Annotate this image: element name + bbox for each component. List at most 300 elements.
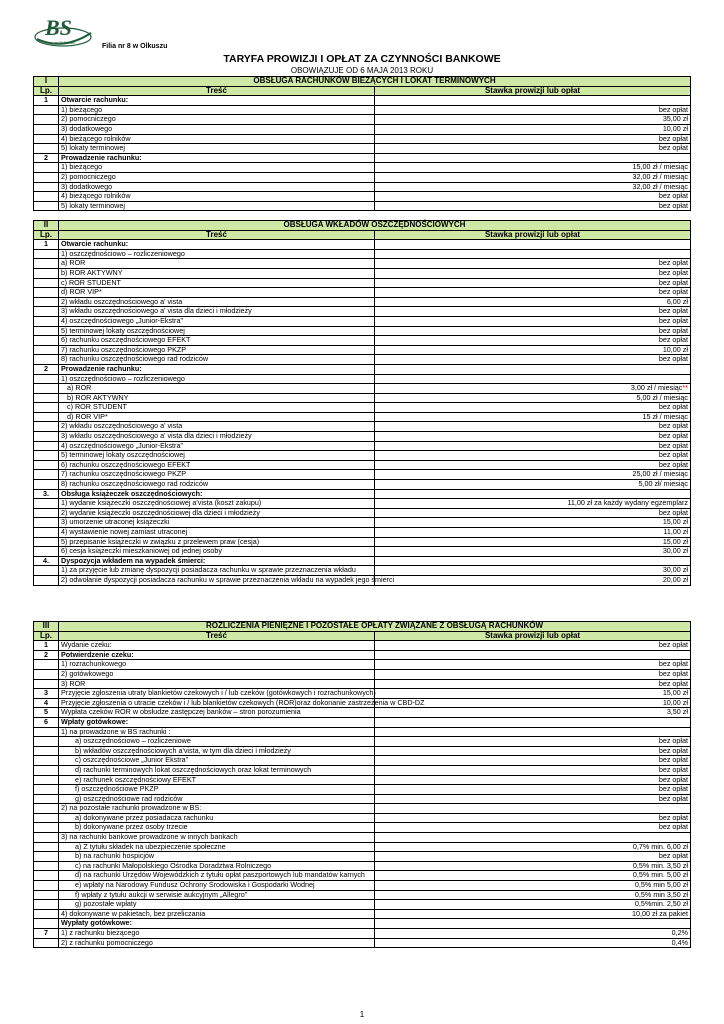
row-fee-text: bez opłat [658,507,688,517]
row-fee [375,240,691,250]
row-fee-text: bez opłat [658,450,688,460]
row-fee-text: 10,00 zł za pakiet [632,908,688,918]
row-content-text: 1) z rachunku bieżącego [61,928,140,937]
row-lp [34,259,59,269]
row-fee-text: bez opłat [658,812,688,822]
row-lp [34,881,59,891]
row-content-text: 8) rachunku oszczędnościowego rad rodziców [61,354,209,364]
table-row [34,201,691,211]
row-fee-text: 25,00 zł / miesiąc [632,469,688,479]
row-lp [34,163,59,173]
row-content-text: e) rachunek oszczędnościowy EFEKT [75,774,197,784]
row-lp [34,201,59,211]
row-fee-text: bez opłat [658,764,688,774]
table-row [34,660,691,670]
row-fee [375,528,691,538]
row-content [59,833,375,843]
col-header-lp: Lp. [34,631,59,641]
row-content [59,574,395,585]
row-content-text: Obsługa książeczek oszczędnościowych: [61,488,203,498]
row-lp [34,105,59,115]
row-content-text: 5) terminowej lokaty oszczędnościowej [61,325,185,335]
row-lp [34,537,59,547]
row-content [59,96,375,106]
row-fee-text: 35,00 zł [662,114,688,124]
row-lp [34,833,59,843]
row-fee-text: bez opłat [658,640,688,650]
row-lp [34,804,59,814]
row-fee-text: bez opłat [658,822,688,832]
row-content-text: d) rachunki terminowych lokat oszczędnościowych oraz lokat terminowych [75,764,312,774]
row-content-text: f) oszczędnościowe PKZP [75,784,159,794]
row-lp [34,441,59,451]
row-lp: 5 [34,708,59,718]
row-content-text: Otwarcie rachunku: [61,95,129,105]
row-fee [375,105,691,115]
row-fee [375,278,691,288]
row-fee-text: 3,50 zł [666,707,688,717]
table-row [34,393,691,403]
row-fee [375,650,691,660]
row-lp [34,566,59,576]
table-row [34,403,691,413]
row-fee [375,115,691,125]
row-content-text: c) oszczędnościowe „Junior Ekstra” [75,755,189,765]
table-row [34,96,691,106]
table-row [34,163,691,173]
row-content [59,852,375,862]
row-content [59,669,375,679]
row-lp [34,871,59,881]
row-content-text: 1) bieżącego [61,162,103,172]
row-lp [34,297,59,307]
row-content-text: 5) przepisanie książeczki w związku z przelewem praw (cesja) [61,536,260,546]
row-content-text: 1) bieżącego [61,104,103,114]
row-content-text: 2) pomocniczego [61,171,116,181]
row-fee [375,355,691,365]
table-row [34,182,691,192]
row-lp [34,355,59,365]
row-fee [375,737,691,747]
row-fee-text: 15,00 zł [662,536,688,546]
row-content [59,374,375,384]
row-lp: 2 [34,364,59,374]
row-content-text: Przyjęcie zgłoszenia utraty blankietów czekowych i / lub czeków (gotówkowych i rozrachunkowych) [61,688,376,698]
row-fee [375,144,691,154]
table-row [34,278,691,288]
row-content-text: a) dokonywane przez posiadacza rachunku [75,812,214,822]
row-content-text: 2) pomocniczego [61,114,116,124]
row-fee [375,929,691,939]
row-fee-text: 0,4% [671,937,688,947]
row-fee-text: 15,00 zł [662,517,688,527]
table-row [34,268,691,278]
table-row [34,384,691,394]
row-lp: 6 [34,717,59,727]
row-fee-text: bez opłat [658,287,688,297]
row-fee-text: bez opłat [658,315,688,325]
row-fee-text: 10,00 zł [662,123,688,133]
row-fee [375,268,691,278]
row-content [59,737,375,747]
row-fee-text: bez opłat [658,306,688,316]
row-fee [375,660,691,670]
row-fee [375,717,691,727]
table-row [34,575,691,585]
row-lp [34,422,59,432]
row-content-text: Prowadzenie rachunku: [61,363,142,373]
table-row [34,153,691,163]
row-fee-text: bez opłat [658,440,688,450]
row-fee [375,641,691,651]
row-fee-text: 0,2% [671,928,688,937]
row-content-text: 5) lokaty terminowej [61,200,125,210]
row-lp: 3. [34,489,59,499]
row-lp [34,316,59,326]
row-lp [34,794,59,804]
row-fee-text: bez opłat [658,277,688,287]
row-lp [34,823,59,833]
section-number: III [34,622,59,632]
row-content [59,384,375,394]
row-lp [34,813,59,823]
section-header-row [34,221,691,231]
table-row [34,737,691,747]
fee-table-section-3 [33,621,691,948]
row-content-text: 5) lokaty terminowej [61,143,125,153]
row-fee [375,499,691,509]
row-fee [375,746,691,756]
row-fee-text: bez opłat [658,421,688,431]
row-lp [34,842,59,852]
table-row [34,259,691,269]
row-fee-text: 11,00 zł [663,527,688,536]
row-content-text: 3) na rachunki bankowe prowadzone w innych bankach [61,832,238,842]
row-content-text: Wpłaty gotówkowe: [61,716,129,726]
row-fee-text: 32,00 zł / miesiąc [632,171,688,181]
row-fee [375,775,691,785]
row-lp [34,508,59,518]
row-lp [34,393,59,403]
row-fee [375,192,691,202]
row-fee-text: 3,00 zł / miesiąc [630,383,683,393]
row-fee [375,669,691,679]
row-fee-text: bez opłat [658,191,688,201]
row-content-text: Wypłata czeków ROR w obsłudze zastępczej banków – stron porozumienia [61,707,301,717]
column-header-row [34,86,691,96]
col-header-content: Treść [59,86,375,96]
row-lp [34,499,59,509]
row-fee [375,756,691,766]
row-content-text: 7) rachunku oszczędnościowego PKZP [61,344,187,354]
col-header-fee: Stawka prowizji lub opłat [375,86,691,96]
row-fee-text: 15,00 zł [662,688,688,698]
row-content-text: b) dokonywane przez osoby trzecie [75,822,188,832]
row-fee [375,201,691,211]
section-header-row [34,622,691,632]
row-fee-text: bez opłat [658,793,688,803]
row-content [59,249,375,259]
bank-logo [33,11,97,49]
row-fee-text: bez opłat [658,354,688,364]
table-row [34,765,691,775]
row-fee-text: 15,00 zł / miesiąc [632,162,688,172]
row-fee [375,919,691,929]
row-fee [375,345,691,355]
row-content-text: 4) oszczędnościowego „Junior-Ekstra” [61,315,183,325]
row-fee-text: 0,5%min. 2,50 zł [634,899,688,909]
column-header-row [34,631,691,641]
row-lp [34,192,59,202]
row-fee-text: 32,00 zł / miesiąc [632,181,688,191]
row-content-text: a) ROR [61,258,86,268]
row-content-text: 1) oszczędnościowo – rozliczeniowego [61,373,185,383]
row-fee-text: 30,00 zł [662,546,688,556]
row-fee [375,480,691,490]
row-content-text: 1) wydanie książeczki oszczędnościowej a'vista (koszt zakupu) [61,498,262,508]
row-fee [375,412,691,422]
row-lp [34,451,59,461]
row-fee [375,785,691,795]
row-content-text: 1) na prowadzone w BS rachunki : [61,726,171,736]
row-lp [34,785,59,795]
row-fee [375,288,691,298]
row-lp [34,900,59,910]
row-lp: 3 [34,689,59,699]
row-fee [375,794,691,804]
row-lp [34,336,59,346]
table-row [34,669,691,679]
row-content-text: d) na rachunki Urzędów Wojewódzkich z tytułu opłat paszportowych lub mandatów karnych [75,870,365,880]
row-lp [34,278,59,288]
row-fee [375,842,691,852]
row-fee [375,537,691,547]
row-content-text: Otwarcie rachunku: [61,239,129,249]
row-fee [375,518,691,528]
row-content-text: g) pozostałe wpłaty [75,899,137,909]
row-fee [375,336,691,346]
fee-table-section-1 [33,76,691,211]
table-row [34,785,691,795]
row-content [59,881,375,891]
row-content-text: 3) umorzenie utraconej książeczki [61,517,170,527]
col-header-fee: Stawka prowizji lub opłat [375,631,691,641]
section-title: OBSŁUGA RACHUNKÓW BIEŻĄCYCH I LOKAT TERMINOWYCH [59,77,691,87]
row-fee-text: 5,00 zł/ miesiąc [638,479,688,489]
row-content-text: 6) rachunku oszczędnościowego EFEKT [61,459,191,469]
section-number: II [34,221,59,231]
row-content-text: 3) dodatkowego [61,181,113,191]
row-lp [34,384,59,394]
row-fee [375,508,691,518]
row-fee-text: bez opłat [658,402,688,412]
row-content [59,785,375,795]
row-content-text: d) ROR VIP* [61,287,102,297]
row-lp [34,765,59,775]
row-lp: 2 [34,650,59,660]
table-row [34,756,691,766]
row-content-text: 7) rachunku oszczędnościowego PKZP [61,469,187,479]
row-fee [375,451,691,461]
row-lp: 4 [34,698,59,708]
row-lp [34,480,59,490]
fee-table-section-2 [33,220,691,586]
row-content [59,403,375,413]
row-content-text: 3) wkładu oszczędnościowego a' vista dla dzieci i młodzieży [61,306,252,316]
row-fee-text: bez opłat [658,431,688,441]
row-lp [34,861,59,871]
row-content-text: Wypłaty gotówkowe: [61,918,132,928]
row-fee-text: bez opłat [658,267,688,277]
row-lp [34,124,59,134]
row-fee-text: 15 zł / miesiąc [642,411,688,421]
row-content-text: 4) bieżącego rolników [61,133,131,143]
row-content-text: 3) dodatkowego [61,123,113,133]
row-fee [375,259,691,269]
row-fee [375,556,691,566]
row-fee [375,249,691,259]
row-fee-text: bez opłat [658,784,688,794]
row-content-text: c) ROR STUDENT [67,402,127,412]
row-content-text: b) wkładów oszczędnościowych a'vista, w tym dla dzieci i młodzieży [75,745,291,755]
row-fee [375,364,691,374]
col-header-lp: Lp. [34,230,59,240]
row-fee-text: 0,5% min. 3,50 zł [632,860,688,870]
row-lp [34,938,59,948]
row-lp [34,307,59,317]
row-fee [375,765,691,775]
row-lp: 1 [34,96,59,106]
row-lp: 4. [34,556,59,566]
row-content-text: 4) bieżącego rolników [61,191,131,201]
row-content-text: g) oszczędnościowe rad rodziców [75,793,183,803]
bank-logo-subtext: w SKAWINIE [55,41,76,45]
row-lp [34,852,59,862]
row-lp [34,115,59,125]
row-fee-text: 5,00 zł / miesiąc [636,392,688,402]
row-content-text: 3) ROR [61,678,86,688]
row-content-text: Wydanie czeku: [61,640,112,650]
row-lp [34,547,59,557]
row-content-text: d) ROR VIP* [67,411,108,421]
row-fee-text: 11,00 zł za każdy wydany egzemplarz [567,498,688,508]
row-fee [375,326,691,336]
row-fee-text: bez opłat [658,678,688,688]
table-row [34,374,691,384]
row-fee-text: 10,00 zł [662,344,688,354]
row-content-text: 1) za przyjęcie lub zmianę dyspozycji posiadacza rachunku w sprawie przeznaczenia wkładu [61,565,356,575]
row-fee-text: bez opłat [658,668,688,678]
row-lp [34,288,59,298]
table-row [34,650,691,660]
row-content-text: e) wpłaty na Narodowy Fundusz Ochrony Środowiska i Gospodarki Wodnej [75,880,315,890]
row-content [59,201,375,211]
row-fee [375,727,691,737]
row-content [59,153,375,163]
row-content-text: 3) wkładu oszczędnościowego a' vista dla dzieci i młodzieży [61,431,252,441]
row-content-text: b) ROR AKTYWNY [61,267,123,277]
table-row [34,938,691,948]
table-row [34,105,691,115]
col-header-content: Treść [59,230,375,240]
row-lp [34,575,59,585]
section-title: OBSŁUGA WKŁADÓW OSZCZĘDNOŚCIOWYCH [59,221,691,231]
table-row [34,124,691,134]
row-fee [375,575,691,585]
branch-name: Filia nr 8 w Olkuszu [102,43,168,50]
row-fee-text: bez opłat [658,335,688,345]
row-fee [375,441,691,451]
row-fee-text: bez opłat [658,200,688,210]
row-lp [34,528,59,538]
row-content-text: Przyjęcie zgłoszenia o utracie czeków i / lub blankietów czekowych (ROR)oraz dokonanie zastrzeżenia w CBD-DZ [61,697,425,707]
table-row [34,115,691,125]
footnote-star: ** [682,383,688,393]
row-fee-text: bez opłat [658,104,688,114]
col-header-content: Treść [59,631,375,641]
row-content-text: 2) z rachunku pomocniczego [61,937,153,947]
row-fee-text: bez opłat [658,851,688,861]
row-content-text: 1) oszczędnościowo – rozliczeniowego [61,248,185,258]
row-fee [375,547,691,557]
row-lp [34,172,59,182]
row-content-text: 2) gotówkowego [61,668,114,678]
row-fee [375,432,691,442]
row-lp [34,727,59,737]
row-lp [34,470,59,480]
row-content-text: 6) cesja książeczki mieszkaniowej od jednej osoby [61,546,222,556]
row-content-text: Prowadzenie rachunku: [61,152,142,162]
row-lp [34,909,59,919]
page-number: 1 [359,1010,365,1019]
row-lp [34,412,59,422]
row-fee [375,134,691,144]
row-fee-text: 30,00 zł [662,565,688,575]
row-lp [34,890,59,900]
row-lp [34,669,59,679]
row-fee [375,422,691,432]
row-fee-text: 0,5% min 5,00 zł [634,880,688,890]
row-content-text: b) ROR AKTYWNY [67,392,129,402]
row-fee [375,813,691,823]
row-content-text: b) na rachunki hospicjów [75,851,155,861]
row-lp [34,737,59,747]
section-header-row [34,77,691,87]
row-fee-text: bez opłat [658,774,688,784]
col-header-lp: Lp. [34,86,59,96]
row-fee-text: bez opłat [658,258,688,268]
row-content-text: 1) rozrachunkowego [61,659,127,669]
page-subtitle: OBOWIĄZUJE OD 6 MAJA 2013 ROKU [290,66,434,75]
row-fee [375,182,691,192]
row-fee [375,96,691,106]
row-content-text: 2) wkładu oszczędnościowego a' vista [61,421,183,431]
row-lp [34,660,59,670]
row-content-text: 4) oszczędnościowego „Junior-Ekstra” [61,440,183,450]
row-lp: 2 [34,153,59,163]
row-fee-text: 0,5% min 3,50 zł [634,889,688,899]
row-content-text: 2) wkładu oszczędnościowego a' vista [61,296,183,306]
column-header-row [34,230,691,240]
row-fee [375,124,691,134]
row-content-text: a) ROR [67,383,92,393]
table-row [34,172,691,182]
row-fee-text: bez opłat [658,745,688,755]
table-row [34,852,691,862]
bank-logo-text: BS [45,15,72,40]
row-lp: 1 [34,240,59,250]
row-content-text: f) wpłaty z tytułu aukcji w serwisie aukcyjnym „Allegro” [75,889,248,899]
